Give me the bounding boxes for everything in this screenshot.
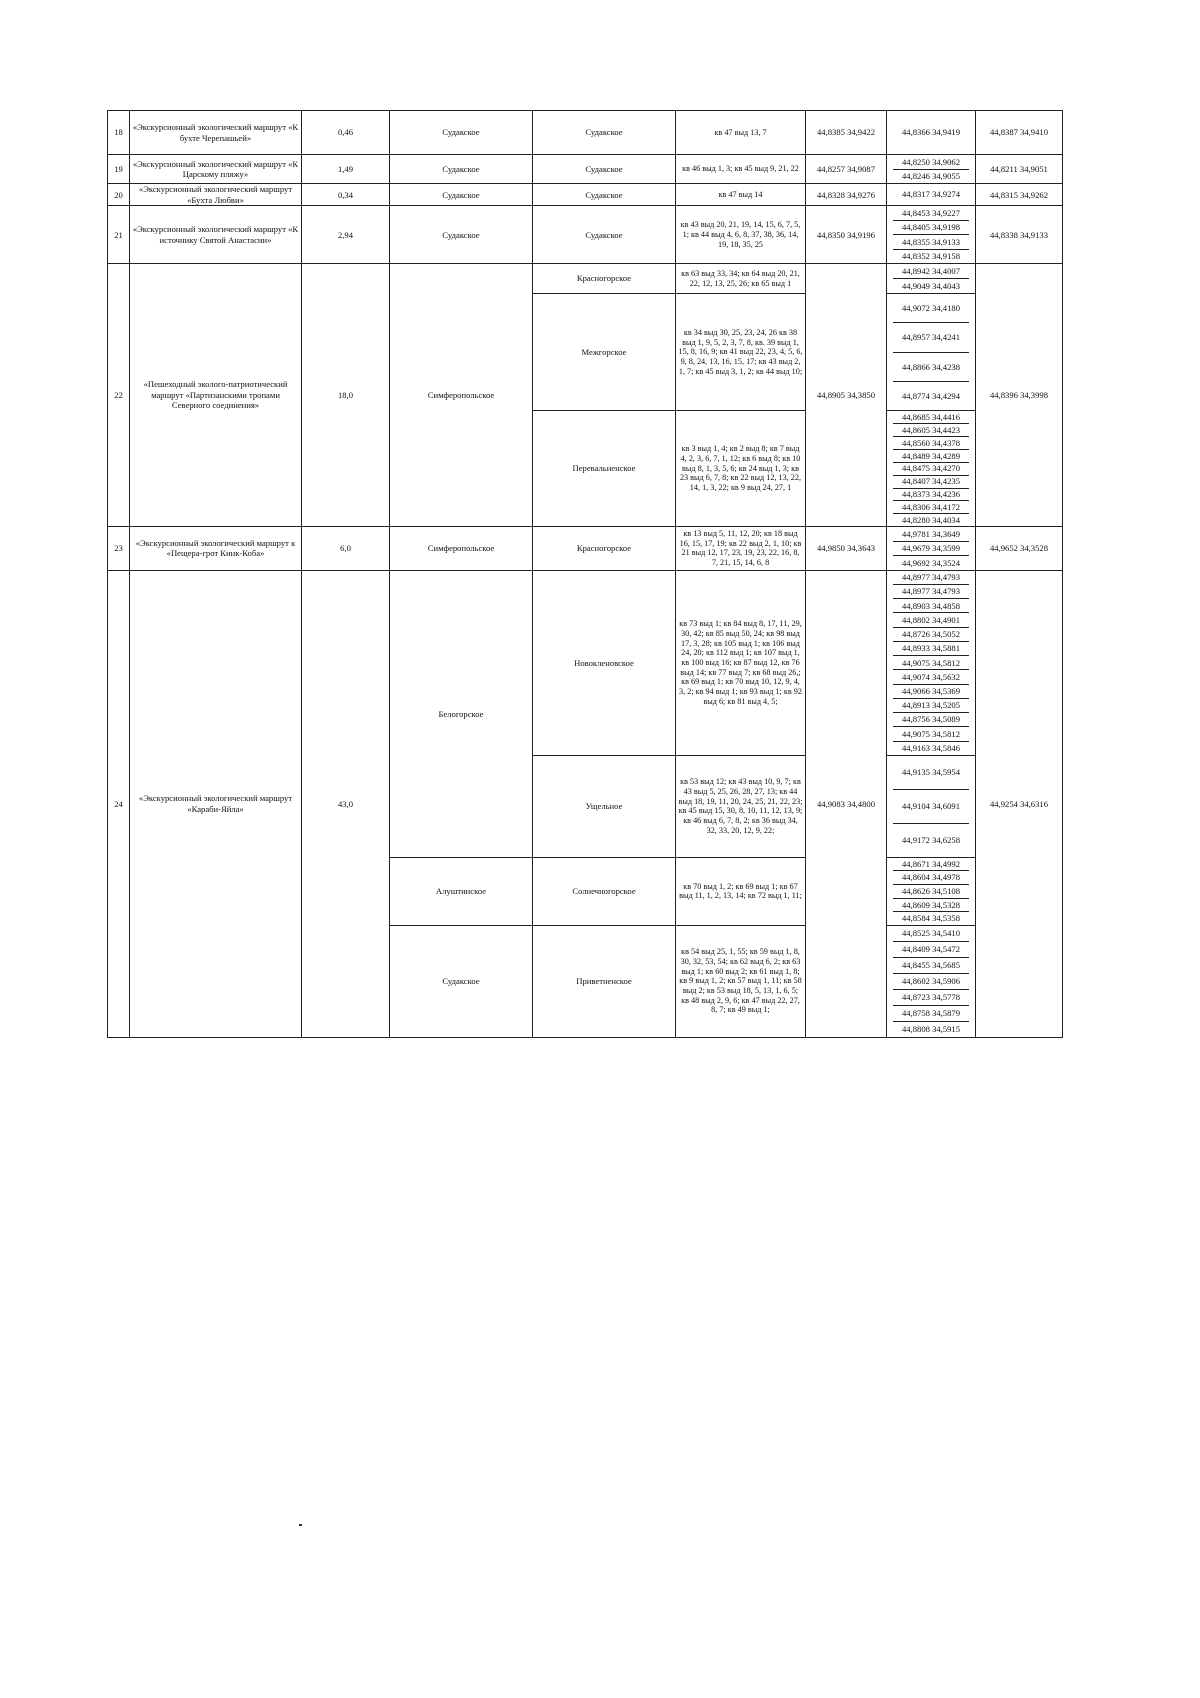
scan-speck (299, 1524, 302, 1526)
route-name: «Пешеходный эколого-патриотический маршрут «Партизанскими тропами Северного соединения» (130, 264, 302, 527)
row-number: 23 (108, 527, 130, 571)
route-point: 44,8685 34,4416 (893, 411, 969, 424)
route-point: 44,8489 34,4289 (893, 450, 969, 463)
route-point: 44,8352 34,9158 (901, 251, 960, 262)
route-point: 44,9075 34,5812 (893, 727, 969, 741)
forestry-name: Судакское (390, 184, 533, 206)
row-number: 18 (108, 111, 130, 155)
route-point: 44,8355 34,9133 (893, 235, 969, 249)
route-point: 44,8306 34,4172 (893, 501, 969, 514)
route-point: 44,9104 34,6091 (893, 790, 969, 824)
row-number: 22 (108, 264, 130, 527)
quarters-list: кв 54 выд 25, 1, 55; кв 59 выд 1, 8, 30, 32, 53, 54; кв 62 выд 6, 2; кв 63 выд 1; кв 60 выд 2; кв 61 выд 1, 8; кв 9 выд 1, 2; кв 57 выд 1, 11; кв 58 выд 2; кв 53 выд 18, 5, 13, 1, 6, 5; кв 48 выд 2, 9, 6; кв 47 выд 22, 27, 8, 7; кв 49 выд 1; (676, 925, 806, 1037)
quarters-list: кв 43 выд 20, 21, 19, 14, 15, 6, 7, 5, 1; кв 44 выд 4, 6, 8, 37, 38, 36, 14, 19, 18, 35, 25 (676, 206, 806, 264)
table-row (108, 184, 1063, 206)
route-length: 2,94 (302, 206, 390, 264)
route-length: 1,49 (302, 155, 390, 184)
start-point: 44,8385 34,9422 (806, 111, 887, 155)
forestry-name: Судакское (390, 925, 533, 1037)
district-name: Судакское (533, 111, 676, 155)
route-name: «Экскурсионный экологический маршрут «К Царскому пляжу» (130, 155, 302, 184)
district-name: Перевальненское (533, 411, 676, 527)
route-points-cell (887, 857, 976, 925)
route-point: 44,9172 34,6258 (901, 835, 960, 845)
forestry-name: Симферопольское (390, 264, 533, 527)
route-length: 18,0 (302, 264, 390, 527)
route-points-cell (887, 527, 976, 571)
quarters-list: кв 73 выд 1; кв 84 выд 8, 17, 11, 29, 30, 42; кв 85 выд 50, 24; кв 98 выд 17, 3, 28; кв 105 выд 1; кв 106 выд 24, 20; кв 112 выд 1; кв 107 выд 1, кв 100 выд 16; кв 87 выд 12, кв 76 выд 14; кв 77 выд 7; кв 68 выд 26,; кв 69 выд 1; кв 70 выд 10, 12, 9, 4, 3, 2; кв 94 выд 1; кв 93 выд 1; кв 92 выд 6; кв 81 выд 4, 5; (676, 570, 806, 755)
forestry-name: Судакское (390, 206, 533, 264)
route-point: 44,8723 34,5778 (893, 990, 969, 1006)
district-name: Красногорское (533, 264, 676, 294)
district-name: Солнечногорское (533, 857, 676, 925)
quarters-list: кв 47 выд 14 (676, 184, 806, 206)
route-point: 44,9135 34,5954 (893, 756, 969, 790)
route-point: 44,8405 34,9198 (893, 221, 969, 235)
route-length: 43,0 (302, 570, 390, 1037)
route-point: 44,8455 34,5685 (893, 958, 969, 974)
route-point: 44,8977 34,4793 (893, 585, 969, 599)
route-name: «Экскурсионный экологический маршрут «К бухте Черепашьей» (130, 111, 302, 155)
row-number: 19 (108, 155, 130, 184)
district-name: Новокленовское (533, 570, 676, 755)
district-name: Ущельное (533, 755, 676, 857)
row-number: 21 (108, 206, 130, 264)
forestry-name: Судакское (390, 111, 533, 155)
route-point: 44,9679 34,3599 (893, 542, 969, 557)
route-point: 44,8942 34,4007 (893, 264, 969, 279)
row-number: 20 (108, 184, 130, 206)
end-point: 44,8338 34,9133 (976, 206, 1063, 264)
table-row (108, 155, 1063, 184)
start-point: 44,9083 34,4800 (806, 570, 887, 1037)
route-point: 44,8913 34,5205 (893, 699, 969, 713)
quarters-list: кв 34 выд 30, 25, 23, 24, 26 кв 38 выд 1, 9, 5, 2, 3, 7, 8, кв. 39 выд 1, 15, 8, 16, 9; кв 41 выд 22, 23, 4, 5, 6, 9, 8, 24, 13, 16, 15, 17; кв 43 выд 2, 1, 7; кв 45 выд 3, 1, 2; кв 44 выд 10; (676, 294, 806, 411)
route-length: 0,34 (302, 184, 390, 206)
route-length: 0,46 (302, 111, 390, 155)
route-point: 44,8903 34,4858 (893, 599, 969, 613)
table-row (108, 570, 1063, 755)
route-point: 44,8604 34,4978 (893, 871, 969, 885)
route-point: 44,8756 34,5089 (893, 713, 969, 727)
route-point: 44,9066 34,5369 (893, 685, 969, 699)
forestry-name: Судакское (390, 155, 533, 184)
route-point: 44,8525 34,5410 (893, 926, 969, 942)
route-point: 44,8866 34,4238 (893, 353, 969, 382)
table-row (108, 111, 1063, 155)
table-row (108, 264, 1063, 294)
route-point: 44,8933 34,5881 (893, 642, 969, 656)
start-point: 44,8905 34,3850 (806, 264, 887, 527)
route-point: 44,8802 34,4901 (893, 613, 969, 627)
routes-table (107, 110, 1063, 1038)
route-point: 44,8250 34,9062 (893, 155, 969, 170)
route-points-cell (887, 755, 976, 857)
quarters-list: кв 47 выд 13, 7 (676, 111, 806, 155)
route-name: «Экскурсионный экологический маршрут «Караби-Яйла» (130, 570, 302, 1037)
route-name: «Экскурсионный экологический маршрут «К источнику Святой Анастасии» (130, 206, 302, 264)
district-name: Судакское (533, 206, 676, 264)
route-point: 44,8560 34,4378 (893, 437, 969, 450)
district-name: Красногорское (533, 527, 676, 571)
route-point: 44,9692 34,3524 (901, 557, 960, 568)
route-points-cell (887, 184, 976, 206)
route-point: 44,8977 34,4793 (893, 571, 969, 585)
route-length: 6,0 (302, 527, 390, 571)
route-points-cell (887, 925, 976, 1037)
route-point: 44,8453 34,9227 (893, 206, 969, 220)
forestry-name: Симферопольское (390, 527, 533, 571)
route-point: 44,8605 34,4423 (893, 424, 969, 437)
route-point: 44,8671 34,4992 (893, 858, 969, 872)
start-point: 44,8257 34,9087 (806, 155, 887, 184)
route-point: 44,8366 34,9419 (901, 127, 960, 138)
route-points-cell (887, 155, 976, 184)
route-point: 44,8609 34,5328 (893, 899, 969, 913)
route-point: 44,8774 34,4294 (901, 390, 960, 401)
route-point: 44,9163 34,5846 (901, 742, 960, 753)
table-row (108, 527, 1063, 571)
route-points-cell (887, 294, 976, 411)
district-name: Приветненское (533, 925, 676, 1037)
quarters-list: кв 53 выд 12; кв 43 выд 10, 9, 7; кв 43 выд 5, 25, 26, 28, 27, 13; кв 44 выд 18, 19, 11, 20, 24, 25, 21, 22, 23; кв 45 выд 15, 30, 8, 10, 11, 12, 13, 9; кв 46 выд 6, 7, 8, 2; кв 36 выд 34, 32, 33, 20, 12, 9, 22; (676, 755, 806, 857)
route-point: 44,8808 34,5915 (901, 1024, 960, 1034)
route-point: 44,8246 34,9055 (901, 171, 960, 182)
route-point: 44,9072 34,4180 (893, 294, 969, 323)
route-point: 44,8373 34,4236 (893, 489, 969, 502)
route-point: 44,8475 34,4270 (893, 463, 969, 476)
route-point: 44,8602 34,5906 (893, 974, 969, 990)
start-point: 44,8350 34,9196 (806, 206, 887, 264)
table-row (108, 206, 1063, 264)
route-point: 44,9049 34,4043 (901, 280, 960, 291)
forestry-name: Белогорское (390, 570, 533, 857)
route-points-cell (887, 264, 976, 294)
start-point: 44,9850 34,3643 (806, 527, 887, 571)
quarters-list: кв 63 выд 33, 34; кв 64 выд 20, 21, 22, 12, 13, 25, 26; кв 65 выд 1 (676, 264, 806, 294)
end-point: 44,8315 34,9262 (976, 184, 1063, 206)
quarters-list: кв 13 выд 5, 11, 12, 20; кв 18 выд 16, 15, 17, 19; кв 22 выд 2, 1, 10; кв 21 выд 12, 17, 23, 19, 23, 22, 16, 8, 7, 21, 15, 14, 6, 8 (676, 527, 806, 571)
route-point: 44,9781 34,3649 (893, 527, 969, 542)
route-point: 44,9075 34,5812 (893, 656, 969, 670)
end-point: 44,9652 34,3528 (976, 527, 1063, 571)
district-name: Судакское (533, 155, 676, 184)
route-point: 44,8409 34,5472 (893, 942, 969, 958)
quarters-list: кв 3 выд 1, 4; кв 2 выд 8; кв 7 выд 4, 2, 3, 6, 7, 1, 12; кв 6 выд 8; кв 10 выд 8, 1, 3, 5, 6; кв 24 выд 1, 3; кв 23 выд 6, 7, 8; кв 22 выд 12, 13, 22, 14, 1, 3, 22; кв 9 выд 24, 27, 1 (676, 411, 806, 527)
route-point: 44,8407 34,4235 (893, 476, 969, 489)
route-point: 44,8726 34,5052 (893, 628, 969, 642)
route-point: 44,8584 34,5358 (901, 913, 960, 924)
route-points-cell (887, 206, 976, 264)
route-point: 44,8758 34,5879 (893, 1006, 969, 1022)
route-points-cell (887, 570, 976, 755)
quarters-list: кв 46 выд 1, 3; кв 45 выд 9, 21, 22 (676, 155, 806, 184)
district-name: Межгорское (533, 294, 676, 411)
start-point: 44,8328 34,9276 (806, 184, 887, 206)
document-page (107, 110, 1062, 1038)
district-name: Судакское (533, 184, 676, 206)
route-points-cell (887, 411, 976, 527)
route-point: 44,8626 34,5108 (893, 885, 969, 899)
forestry-name: Алуштинское (390, 857, 533, 925)
row-number: 24 (108, 570, 130, 1037)
quarters-list: кв 70 выд 1, 2; кв 69 выд 1; кв 67 выд 11, 1, 2, 13, 14; кв 72 выд 1, 11; (676, 857, 806, 925)
end-point: 44,8387 34,9410 (976, 111, 1063, 155)
route-name: «Экскурсионный экологический маршрут «Бухта Любви» (130, 184, 302, 206)
route-point: 44,9074 34,5632 (893, 670, 969, 684)
route-point: 44,8317 34,9274 (901, 189, 960, 200)
end-point: 44,8211 34,9051 (976, 155, 1063, 184)
route-points-cell (887, 111, 976, 155)
end-point: 44,9254 34,6316 (976, 570, 1063, 1037)
route-name: «Экскурсионный экологический маршрут к «Пещера-грот Кинк-Коба» (130, 527, 302, 571)
route-point: 44,8280 34,4034 (901, 514, 960, 525)
route-point: 44,8957 34,4241 (893, 323, 969, 352)
end-point: 44,8396 34,3998 (976, 264, 1063, 527)
